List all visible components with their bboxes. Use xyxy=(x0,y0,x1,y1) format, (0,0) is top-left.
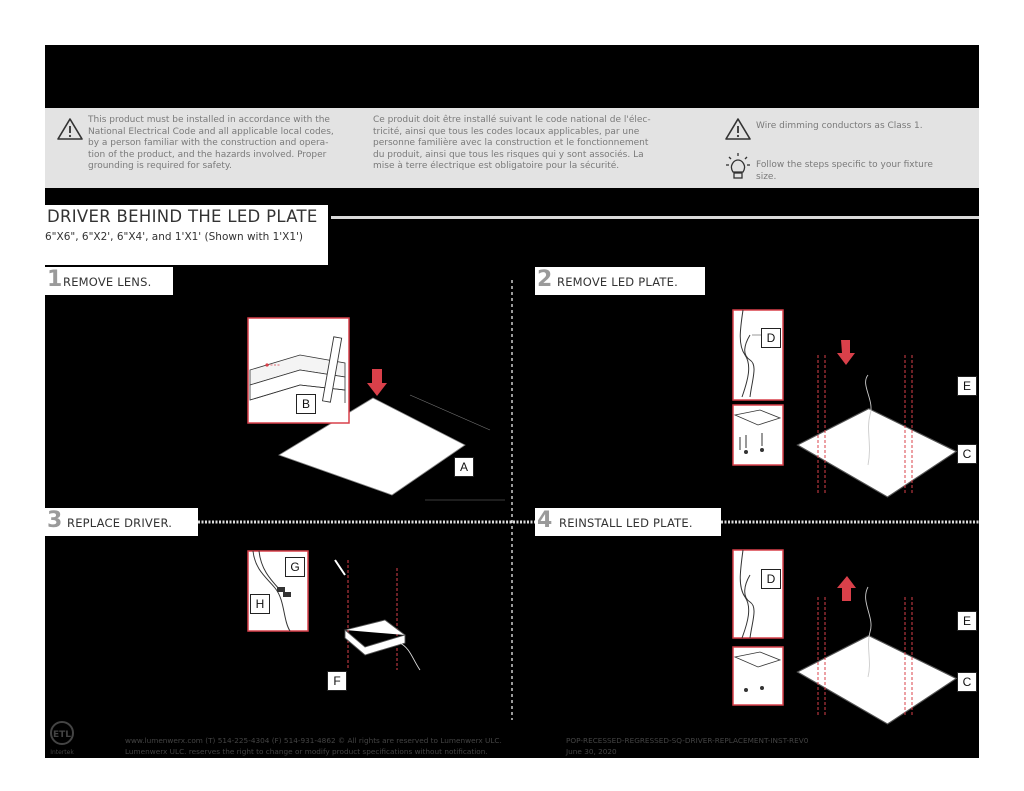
svg-text:Intertek: Intertek xyxy=(50,749,74,756)
step-number: 2 xyxy=(537,267,553,292)
callout-a: A xyxy=(454,457,474,477)
step-label: REINSTALL LED PLATE. xyxy=(559,516,693,530)
callout-b: B xyxy=(296,394,316,414)
warning-french: Ce produit doit être installé suivant le code national de l'élec- tricité, ainsi que tous les codes locaux applicables, par une personne familière avec la construction et le fonctionnement du produit, ainsi que tous les risques qui y sont associés. La mise à terre électrique est obligatoire pour la sécurité. xyxy=(373,115,651,171)
step-label: REMOVE LED PLATE. xyxy=(557,275,678,289)
footer-doc: POP-RECESSED-REGRESSED-SQ-DRIVER-REPLACEMENT-INST-REV0 June 30, 2020 xyxy=(566,736,809,756)
step-label: REMOVE LENS. xyxy=(63,275,152,289)
led-plate xyxy=(798,409,957,497)
footer-contact: www.lumenwerx.com (T) 514-225-4304 (F) 514-931-4862 © All rights are reserved to Lumenwerx ULC. Lumenwerx ULC. reserves the right to change or modify product specifications without notification. xyxy=(125,736,502,756)
page-subtitle: 6"X6", 6"X2', 6"X4', and 1'X1' (Shown with 1'X1') xyxy=(45,231,303,243)
step-number: 1 xyxy=(47,267,63,292)
callout-d: D xyxy=(761,569,781,589)
callout-h: H xyxy=(250,594,270,614)
page-title: DRIVER BEHIND THE LED PLATE xyxy=(47,207,318,226)
replace-driver-illustration xyxy=(245,550,455,700)
arrow-down-icon xyxy=(367,369,387,396)
svg-text:ETL: ETL xyxy=(52,730,72,740)
step-number: 4 xyxy=(537,508,553,533)
screwdriver-icon xyxy=(335,560,345,575)
warning-english: This product must be installed in accordance with the National Electrical Code and all applicable local codes, by a person familiar with the construction and opera- tion of the product, and the hazards involved. Proper grounding is required for safety. xyxy=(88,115,334,171)
etl-logo xyxy=(47,718,81,758)
led-plate xyxy=(798,636,957,724)
callout-d: D xyxy=(761,328,781,348)
driver-box xyxy=(345,620,405,655)
remove-lens-illustration xyxy=(245,315,485,500)
callout-g: G xyxy=(285,557,305,577)
instruction-sheet xyxy=(45,45,979,758)
step-number: 3 xyxy=(47,508,63,533)
warning-dimming: Wire dimming conductors as Class 1. xyxy=(756,121,923,131)
callout-c: C xyxy=(957,444,977,464)
callout-e: E xyxy=(957,376,977,396)
callout-f: F xyxy=(327,671,347,691)
arrow-down-icon xyxy=(837,340,855,365)
callout-e: E xyxy=(957,611,977,631)
step-label: REPLACE DRIVER. xyxy=(67,516,173,530)
callout-c: C xyxy=(957,672,977,692)
detail-inset-wiring xyxy=(733,310,783,400)
detail-inset-wiring xyxy=(733,550,783,638)
arrow-up-icon xyxy=(837,576,856,601)
warning-steps-tip: Follow the steps specific to your fixture size. xyxy=(756,160,933,182)
